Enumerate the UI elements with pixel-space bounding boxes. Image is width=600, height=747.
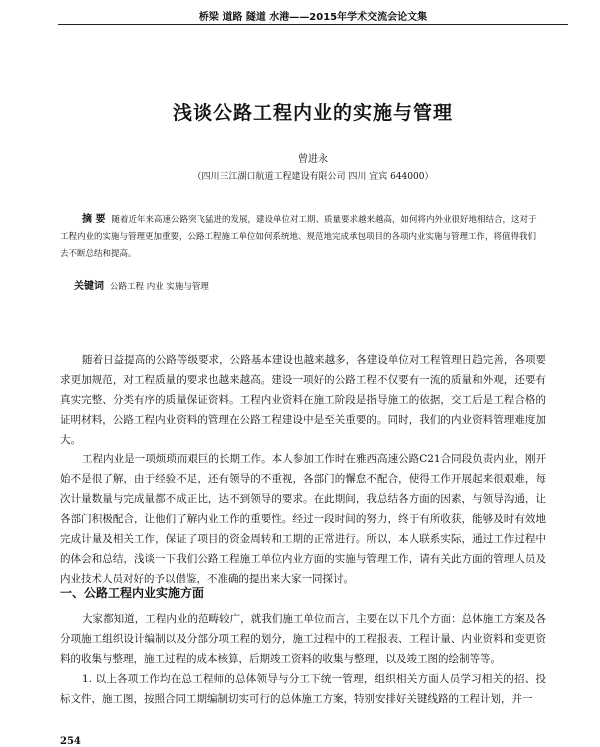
author-name: 曾进永	[298, 154, 328, 165]
keywords	[60, 277, 544, 292]
keywords-text: 公路工程 内业 实施与管理	[110, 282, 209, 292]
page-number: 254	[60, 736, 81, 747]
abstract	[60, 211, 544, 263]
article-title: 浅谈公路工程内业的实施与管理	[172, 102, 453, 124]
abstract-label: 摘 要	[82, 214, 106, 225]
abstract-text: 随着近年来高速公路突飞猛进的发展，建设单位对工期、质量要求越来越高，如何将内外业很好地相结合，这对于工程内业的实施与管理更加重要，公路工程施工单位如何系统地、规范地完成承包项目的各项内业实施与管理工作，将值得我们去不断总结和提高。	[60, 215, 537, 259]
running-header: 桥梁 道路 隧道 水港——2015年学术交流会论文集	[198, 12, 428, 23]
author-affiliation: （四川三江湖口航道工程建设有限公司 四川 宜宾 644000）	[192, 172, 434, 182]
header-divider	[58, 24, 568, 25]
keywords-label: 关键词	[74, 281, 104, 292]
section-heading: 一、公路工程内业实施方面	[60, 586, 205, 600]
body-paragraph-4: 1. 以上各项工作均在总工程师的总体领导与分工下统一管理，组织相关方面人员学习相关的招、投标文件，施工图，按照合同工期编制切实可行的总体施工方案，特别安排好关键线路的工程计划，并一	[60, 673, 546, 705]
body-paragraph-2: 工程内业是一项烦琐而艰巨的长期工作。本人参加工作时在雅西高速公路C21合同段负责内业，刚开始不是很了解，由于经验不足，还有领导的不重视，各部门的懈怠不配合，使得工作开展起来很艰难，每次计量数量与完成量都不成正比，达不到领导的要求。在此期间，我总结各方面的因素，与领导沟通，让各部门积极配合，让他们了解内业工作的重要性。经过一段时间的努力，终于有所收获，能够及时有效地完成计量及相关工作，保证了项目的资金周转和工期的正常进行。所以，本人联系实际，通过工作过程中的体会和总结，浅谈一下我们公路工程施工单位内业方面的实施与管理工作，请有关此方面的管理人员及内业技术人员对好的予以借鉴，不准确的提出来大家一同探讨。	[60, 453, 546, 585]
body-paragraph-1: 随着日益提高的公路等级要求，公路基本建设也越来越多，各建设单位对工程管理日趋完善，各项要求更加规范，对工程质量的要求也越来越高。建设一项好的公路工程不仅要有一流的质量和外观，还要有真实完整、分类有序的质量保证资料。工程内业资料在施工阶段是指导施工的依据，交工后是工程合格的证明材料，公路工程内业资料的管理在公路工程建设中是至关重要的。同时，我们的内业资料管理难度加大。	[60, 354, 546, 446]
body-paragraph-3: 大家都知道，工程内业的范畴较广，就我们施工单位而言，主要在以下几个方面：总体施工方案及各分项施工组织设计编制以及分部分项工程的划分，施工过程中的工程报表、工程计量、内业资料和变更资料的收集与整理，施工过程的成本核算，后期竣工资料的收集与整理，以及竣工图的绘制等等。	[60, 613, 546, 665]
